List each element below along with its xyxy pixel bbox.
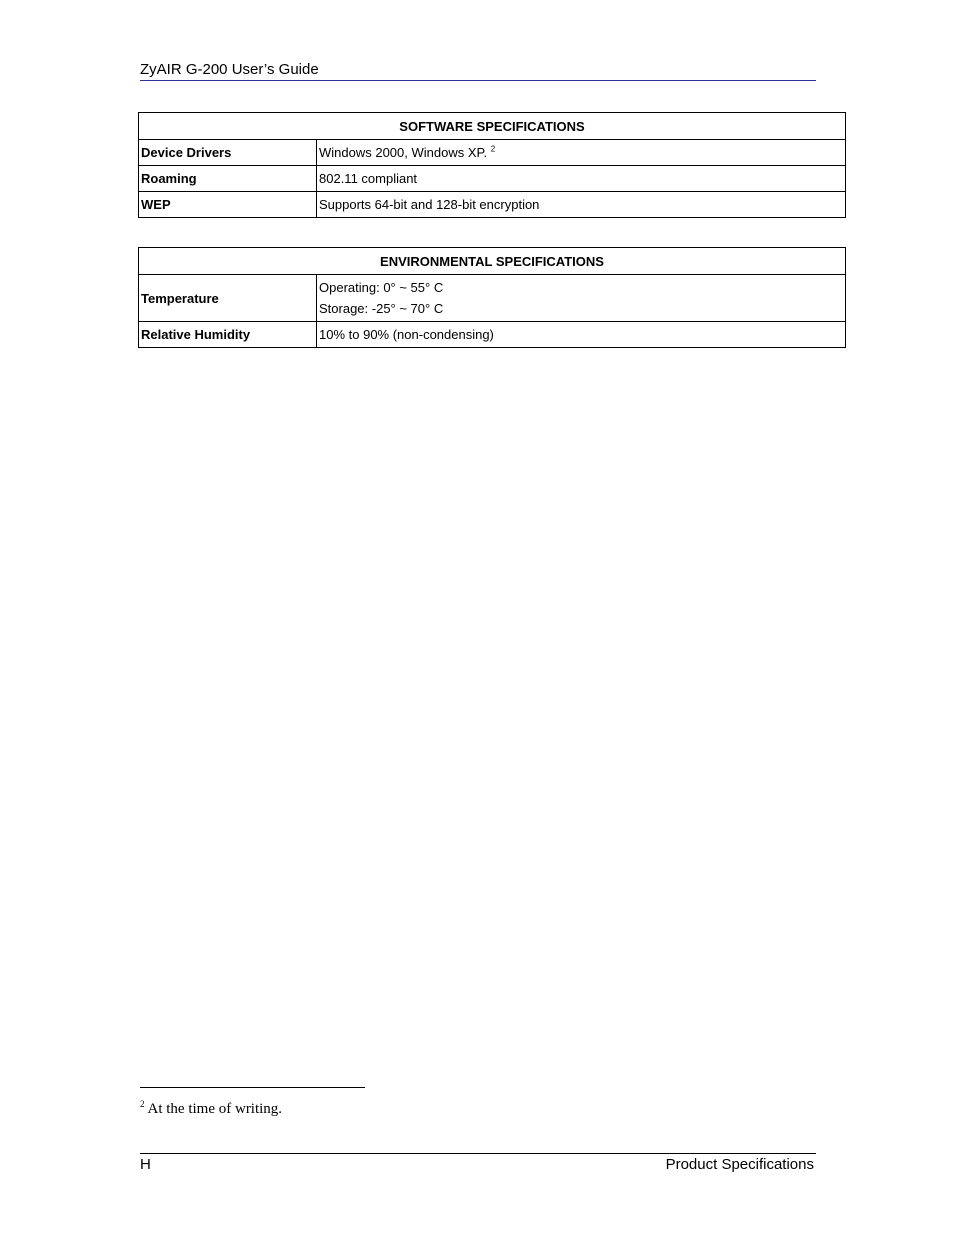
environmental-specifications-table [138, 247, 846, 348]
table-row [139, 140, 846, 166]
row-value [317, 275, 846, 322]
table-caption: ENVIRONMENTAL SPECIFICATIONS [139, 248, 846, 275]
row-label: Device Drivers [139, 140, 317, 166]
footnote-text: At the time of writing. [147, 1101, 283, 1117]
row-label: Relative Humidity [139, 322, 317, 348]
storage-temperature: Storage: -25° ~ 70° C [319, 301, 444, 316]
row-value [317, 140, 846, 166]
operating-temperature: Operating: 0° ~ 55° C [319, 280, 444, 295]
row-value: Supports 64-bit and 128-bit encryption [317, 192, 846, 218]
row-label: Temperature [139, 275, 317, 322]
footnote-reference[interactable]: 2 [490, 144, 496, 154]
document-title: ZyAIR G-200 User’s Guide [140, 61, 319, 78]
page-footer [140, 1153, 816, 1176]
chapter-name: Product Specifications [665, 1156, 814, 1173]
page-header [140, 60, 816, 81]
page-number: H [140, 1156, 151, 1173]
table-row [139, 275, 846, 322]
table-row [139, 166, 846, 192]
table-caption: SOFTWARE SPECIFICATIONS [139, 113, 846, 140]
footnote-divider [140, 1087, 365, 1088]
row-value: 802.11 compliant [317, 166, 846, 192]
row-value: 10% to 90% (non-condensing) [317, 322, 846, 348]
table-row [139, 192, 846, 218]
row-label: WEP [139, 192, 317, 218]
row-label: Roaming [139, 166, 317, 192]
table-row [139, 322, 846, 348]
footnote [140, 1099, 282, 1119]
software-specifications-table [138, 112, 846, 218]
device-drivers-value: Windows 2000, Windows XP. [319, 145, 488, 160]
footnote-number: 2 [140, 1099, 145, 1109]
